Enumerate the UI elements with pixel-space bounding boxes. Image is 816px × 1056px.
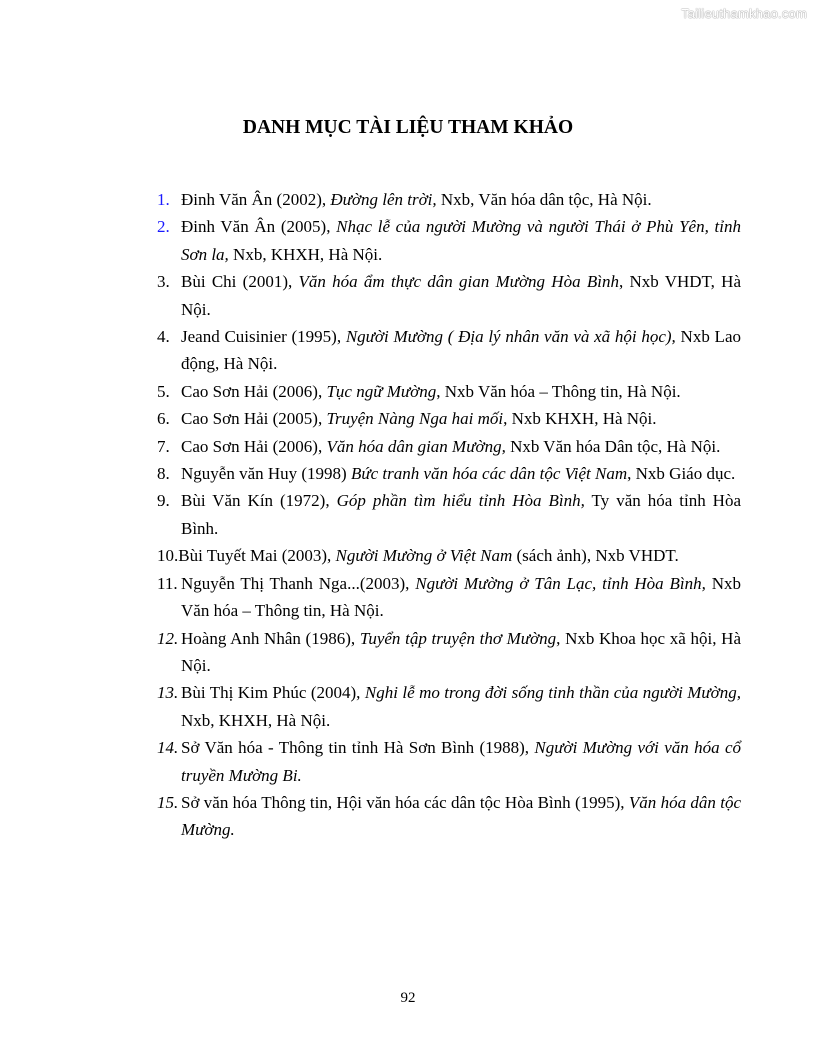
reference-number: 2. <box>157 217 170 237</box>
reference-number: 4. <box>157 327 170 347</box>
reference-number: 15. <box>157 792 179 812</box>
reference-number: 8. <box>157 464 170 484</box>
reference-item-14: 14. Sở Văn hóa - Thông tin tỉnh Hà Sơn Bình (1988), Người Mường với văn hóa cổ truyền Mường Bi. <box>157 734 741 789</box>
reference-number: 3. <box>157 272 170 292</box>
reference-item-11: 11. Nguyễn Thị Thanh Nga...(2003), Người Mường ở Tân Lạc, tỉnh Hòa Bình, Nxb Văn hóa – Thông tin, Hà Nội. <box>157 570 741 625</box>
reference-list <box>157 186 741 844</box>
reference-item-12: 12. Hoàng Anh Nhân (1986), Tuyển tập truyện thơ Mường, Nxb Khoa học xã hội, Hà Nội. <box>157 625 741 680</box>
reference-item-4: 4. Jeand Cuisinier (1995), Người Mường ( Địa lý nhân văn và xã hội học), Nxb Lao động, Hà Nội. <box>157 323 741 378</box>
reference-item-3: 3. Bùi Chi (2001), Văn hóa ẩm thực dân gian Mường Hòa Bình, Nxb VHDT, Hà Nội. <box>157 268 741 323</box>
reference-item-5: 5. Cao Sơn Hải (2006), Tục ngữ Mường, Nxb Văn hóa – Thông tin, Hà Nội. <box>157 378 741 405</box>
reference-item-10: 10.Bùi Tuyết Mai (2003), Người Mường ở Việt Nam (sách ảnh), Nxb VHDT. <box>157 546 679 566</box>
reference-item-13: 13. Bùi Thị Kim Phúc (2004), Nghi lễ mo trong đời sống tinh thần của người Mường, Nxb, KHXH, Hà Nội. <box>157 679 741 734</box>
reference-number: 5. <box>157 381 170 401</box>
reference-item-9: 9. Bùi Văn Kín (1972), Góp phần tìm hiểu tỉnh Hòa Bình, Ty văn hóa tỉnh Hòa Bình. <box>157 487 741 542</box>
reference-number: 14. <box>157 738 179 758</box>
reference-item-2: 2. Đinh Văn Ân (2005), Nhạc lễ của người Mường và người Thái ở Phù Yên, tỉnh Sơn la, Nxb, KHXH, Hà Nội. <box>157 213 741 268</box>
page-number: 92 <box>400 990 416 1006</box>
reference-number: 13. <box>157 683 179 703</box>
reference-item-6: 6. Cao Sơn Hải (2005), Truyện Nàng Nga hai mối, Nxb KHXH, Hà Nội. <box>157 405 741 432</box>
reference-number: 1. <box>157 190 170 209</box>
reference-item-15: 15. Sở văn hóa Thông tin, Hội văn hóa các dân tộc Hòa Bình (1995), Văn hóa dân tộc Mường. <box>157 789 741 844</box>
reference-item-1: 1. Đinh Văn Ân (2002), Đường lên trời, Nxb, Văn hóa dân tộc, Hà Nội. <box>157 186 741 213</box>
reference-number: 12. <box>157 628 179 648</box>
reference-number: 6. <box>157 409 170 429</box>
reference-number: 10. <box>157 546 179 566</box>
reference-item-8: 8. Nguyễn văn Huy (1998) Bức tranh văn hóa các dân tộc Việt Nam, Nxb Giáo dục. <box>157 460 741 487</box>
watermark: Tailieuthamkhao.com <box>681 6 807 21</box>
reference-number: 9. <box>157 491 170 511</box>
reference-number: 7. <box>157 436 170 456</box>
reference-number: 11. <box>157 573 178 593</box>
reference-item-7: 7. Cao Sơn Hải (2006), Văn hóa dân gian Mường, Nxb Văn hóa Dân tộc, Hà Nội. <box>157 433 741 460</box>
page-title: DANH MỤC TÀI LIỆU THAM KHẢO <box>242 117 574 138</box>
